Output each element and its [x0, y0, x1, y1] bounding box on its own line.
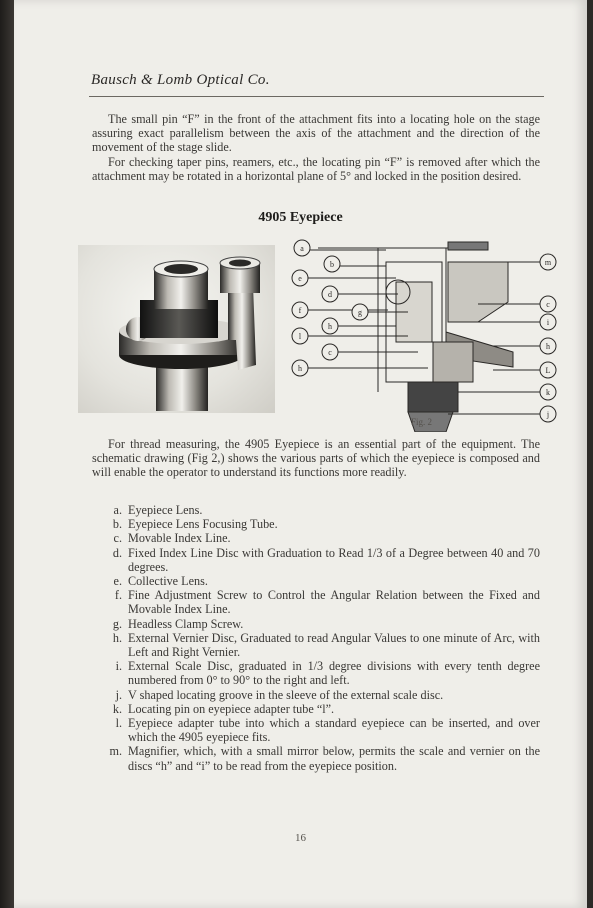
item-text: Eyepiece Lens Focusing Tube. [128, 517, 278, 532]
figure-caption: Fig. 2 [411, 417, 433, 427]
callout-label: g [358, 308, 362, 317]
list-item [100, 716, 540, 744]
callout-label: h [328, 322, 332, 331]
callout-label: m [544, 258, 552, 267]
intro-paragraph-2: For checking taper pins, reamers, etc., the locating pin “F” is removed after which the attachment may be rotated in a horizontal plane of 5° and locked in the position desired. [92, 154, 540, 183]
item-text: Locating pin on eyepiece adapter tube “l”. [128, 701, 335, 716]
item-text: Fine Adjustment Screw to Control the Angular Relation between the Fixed and Movable Index Line. [128, 588, 540, 617]
callout-label: a [300, 244, 304, 253]
item-letter: e. [113, 574, 122, 589]
item-letter: f. [114, 588, 122, 603]
item-letter: i. [115, 659, 122, 674]
item-letter: h. [112, 630, 122, 645]
callout-label: c [328, 348, 332, 357]
item-letter: c. [113, 531, 122, 546]
list-item [100, 574, 540, 588]
callout-label: h [298, 364, 302, 373]
list-item [100, 631, 540, 659]
item-text: Fixed Index Line Disc with Graduation to Read 1/3 of a Degree between 40 and 70 degrees. [128, 545, 540, 574]
header-rule [89, 96, 544, 97]
item-text: Collective Lens. [128, 574, 208, 589]
body-text [92, 437, 540, 480]
item-letter: m. [109, 744, 122, 759]
eyepiece-photo-illustration [78, 245, 275, 413]
list-item [100, 702, 540, 716]
item-text: External Vernier Disc, Graduated to read Angular Values to one minute of Arc, with Left and Right Vernier. [128, 630, 540, 660]
callout-label: e [298, 274, 302, 283]
item-text: External Scale Disc, graduated in 1/3 degree divisions with every tenth degree numbered from 0° to 90° to the right and left. [128, 659, 540, 688]
item-letter: l. [115, 716, 122, 731]
callout-label: f [298, 306, 302, 315]
item-letter: j. [115, 687, 122, 702]
list-item [100, 546, 540, 574]
body-paragraph: For thread measuring, the 4905 Eyepiece is an essential part of the equipment. The schematic drawing (Fig 2,) shows the various parts of which the eyepiece is composed and will enable the operator to understand its functions more readily. [92, 437, 540, 480]
list-item [100, 617, 540, 631]
item-text: Eyepiece adapter tube into which a standard eyepiece can be inserted, and over which the 4905 eyepiece fits. [128, 716, 540, 745]
item-letter: g. [112, 616, 122, 631]
section-title: 4905 Eyepiece [258, 210, 343, 225]
callout-label: k [546, 388, 550, 397]
item-letter: d. [112, 545, 122, 560]
eyepiece-photograph [78, 245, 275, 413]
list-item [100, 688, 540, 702]
list-item [100, 588, 540, 616]
book-spine-shadow [0, 0, 14, 908]
callout-label: L [545, 366, 551, 375]
callout-label: i [546, 318, 550, 327]
parts-list [100, 503, 540, 773]
list-item [100, 744, 540, 772]
item-text: Headless Clamp Screw. [128, 616, 244, 631]
list-item [100, 659, 540, 687]
intro-paragraph-1: The small pin “F” in the front of the attachment fits into a locating hole on the stage assuring exact parallelism between the axis of the attachment and the direction of the movement of the stage slide. [92, 112, 540, 155]
callout-label: l [298, 332, 302, 341]
item-letter: a. [113, 503, 122, 517]
eyepiece-schematic-diagram [278, 232, 568, 432]
item-letter: k. [112, 701, 122, 716]
callout-label: j [546, 410, 550, 419]
page-number: 16 [295, 832, 306, 844]
item-letter: b. [112, 517, 122, 532]
list-item [100, 517, 540, 531]
item-text: V shaped locating groove in the sleeve of the external scale disc. [128, 687, 444, 702]
callout-label: b [330, 260, 334, 269]
running-header: Bausch & Lomb Optical Co. [91, 72, 270, 88]
callout-label: d [328, 290, 332, 299]
book-page [14, 0, 587, 908]
list-item [100, 503, 540, 517]
callout-label: h [546, 342, 550, 351]
intro-text [92, 112, 540, 183]
item-text: Magnifier, which, with a small mirror below, permits the scale and vernier on the discs “h” and “i” to be read from the eyepiece position. [128, 744, 540, 773]
item-text: Eyepiece Lens. [128, 503, 203, 517]
list-item [100, 531, 540, 545]
item-text: Movable Index Line. [128, 531, 231, 546]
callout-label: c [546, 300, 550, 309]
